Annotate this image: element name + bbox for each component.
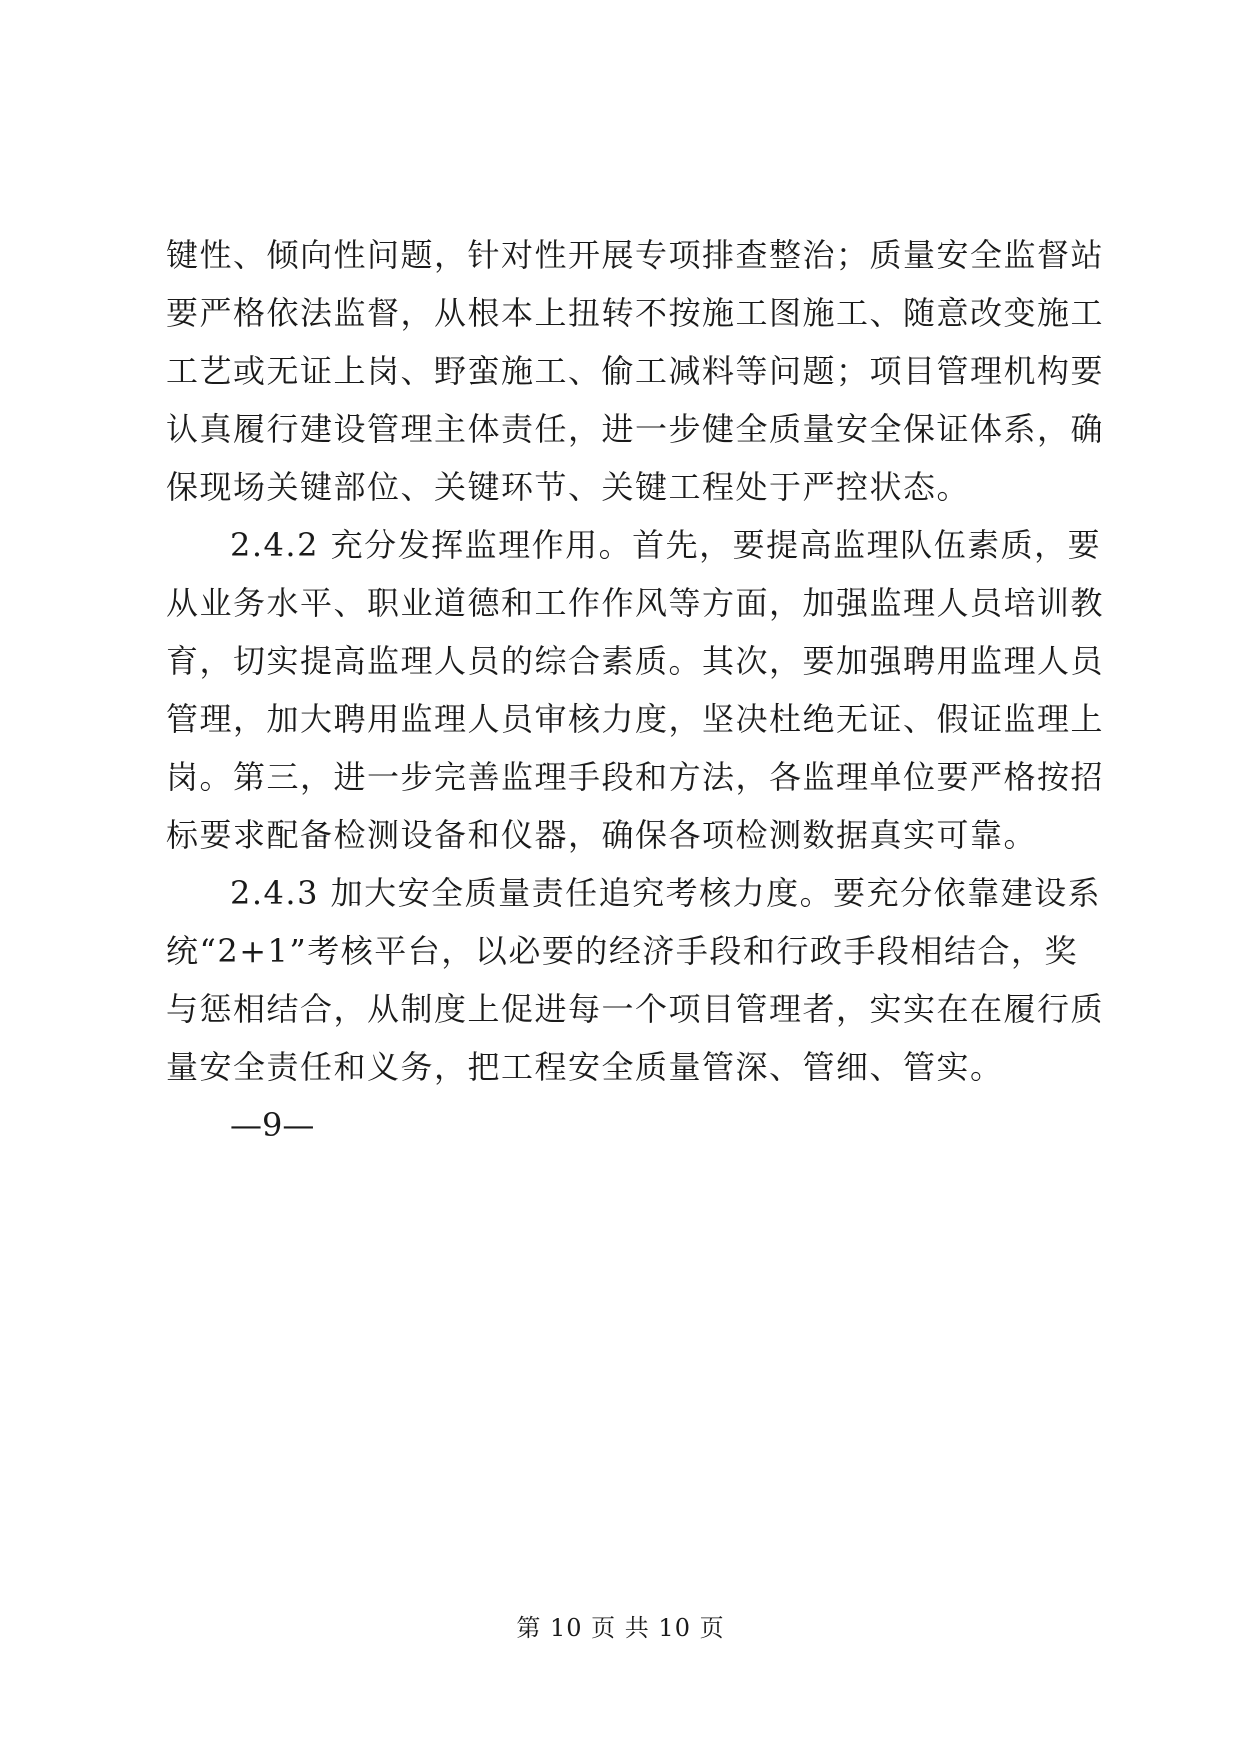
text-line: 要严格依法监督，从根本上扭转不按施工图施工、随意改变施工 [166, 294, 1105, 332]
text-line: 与惩相结合，从制度上促进每一个项目管理者，实实在在履行质 [166, 990, 1105, 1028]
text-line: 工艺或无证上岗、野蛮施工、偷工减料等问题；项目管理机构要 [166, 352, 1105, 390]
text-line: 育，切实提高监理人员的综合素质。其次，要加强聘用监理人员 [166, 642, 1105, 680]
text-line: 键性、倾向性问题，针对性开展专项排查整治；质量安全监督站 [166, 236, 1105, 274]
text-line: 认真履行建设管理主体责任，进一步健全质量安全保证体系，确 [166, 410, 1105, 448]
body-text [166, 226, 1105, 1154]
page-footer: 第 10 页 共 10 页 [516, 1614, 725, 1642]
text-line: 从业务水平、职业道德和工作作风等方面，加强监理人员培训教 [166, 584, 1105, 622]
text-line: 保现场关键部位、关键环节、关键工程处于严控状态。 [166, 468, 971, 506]
paragraph-start-line: 2.4.3 加大安全质量责任追究考核力度。要充分依靠建设系 [230, 874, 1102, 912]
paragraph-start-line: 2.4.2 充分发挥监理作用。首先，要提高监理队伍素质，要 [230, 526, 1102, 564]
inline-page-number: —9— [230, 1106, 315, 1144]
text-line: 量安全责任和义务，把工程安全质量管深、管细、管实。 [166, 1048, 1004, 1086]
text-line: 标要求配备检测设备和仪器，确保各项检测数据真实可靠。 [166, 816, 1038, 854]
text-line: 管理，加大聘用监理人员审核力度，坚决杜绝无证、假证监理上 [166, 700, 1105, 738]
text-line: 统“2+1”考核平台，以必要的经济手段和行政手段相结合，奖 [166, 932, 1078, 970]
text-line: 岗。第三，进一步完善监理手段和方法，各监理单位要严格按招 [166, 758, 1105, 796]
